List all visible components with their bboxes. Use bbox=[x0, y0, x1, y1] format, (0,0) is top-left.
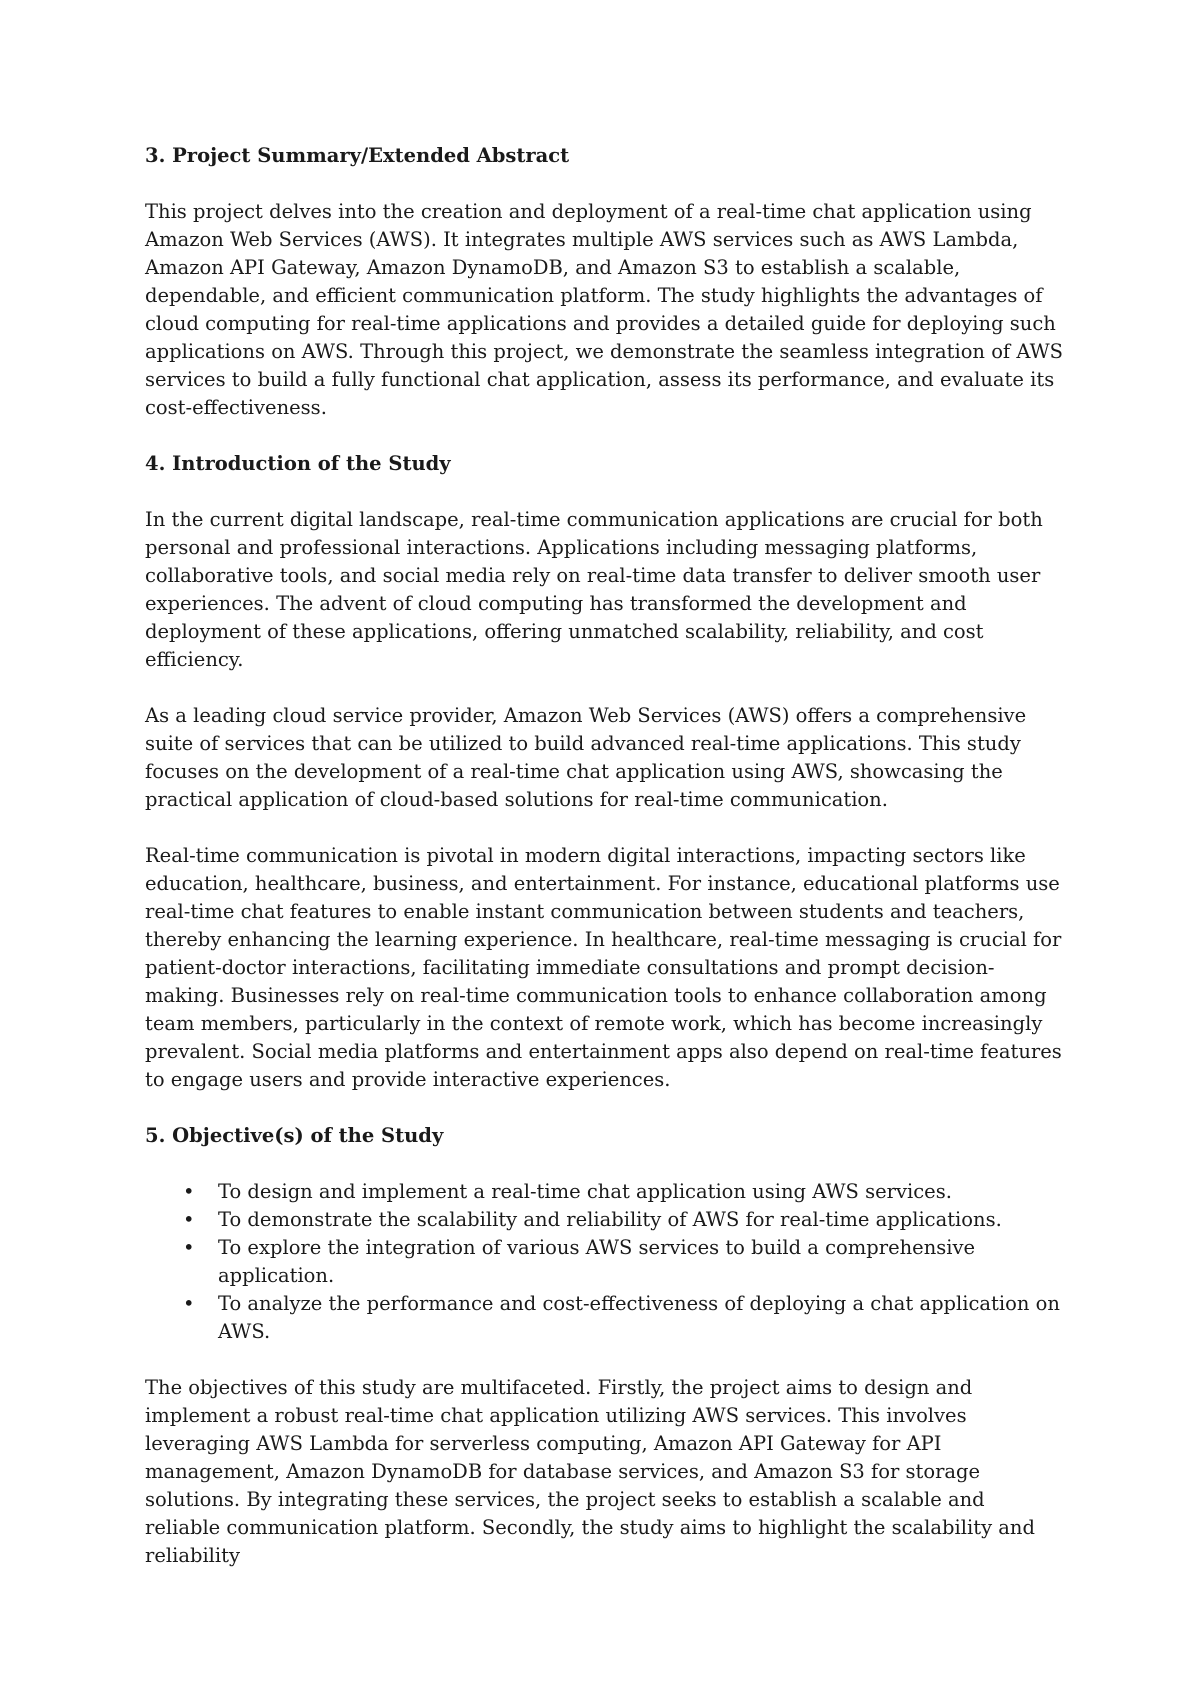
document-page bbox=[145, 142, 1065, 1598]
section-4-paragraph-3: Real-time communication is pivotal in modern digital interactions, impacting sectors like education, healthcare, business, and entertainment. For instance, educational platforms use real-time chat features to enable instant communication between students and teachers, thereby enhancing the learning experience. In healthcare, real-time messaging is crucial for patient-doctor interactions, facilitating immediate consultations and prompt decision-making. Businesses rely on real-time communication tools to enhance collaboration among team members, particularly in the context of remote work, which has become increasingly prevalent. Social media platforms and entertainment apps also depend on real-time features to engage users and provide interactive experiences. bbox=[145, 844, 1062, 1091]
list-item-text: To design and implement a real-time chat application using AWS services. bbox=[218, 1180, 952, 1203]
list-item bbox=[183, 1290, 1065, 1346]
list-item bbox=[183, 1234, 1065, 1290]
section-5-paragraph-1: The objectives of this study are multifaceted. Firstly, the project aims to design and implement a robust real-time chat application utilizing AWS services. This involves leveraging AWS Lambda for serverless computing, Amazon API Gateway for API management, Amazon DynamoDB for database services, and Amazon S3 for storage solutions. By integrating these services, the project seeks to establish a scalable and reliable communication platform. Secondly, the study aims to highlight the scalability and reliability bbox=[145, 1376, 1035, 1567]
section-3-paragraph-1: This project delves into the creation and deployment of a real-time chat application using Amazon Web Services (AWS). It integrates multiple AWS services such as AWS Lambda, Amazon API Gateway, Amazon DynamoDB, and Amazon S3 to establish a scalable, dependable, and efficient communication platform. The study highlights the advantages of cloud computing for real-time applications and provides a detailed guide for deploying such applications on AWS. Through this project, we demonstrate the seamless integration of AWS services to build a fully functional chat application, assess its performance, and evaluate its cost-effectiveness. bbox=[145, 200, 1064, 419]
section-4-paragraph-2: As a leading cloud service provider, Amazon Web Services (AWS) offers a comprehensive suite of services that can be utilized to build advanced real-time applications. This study focuses on the development of a real-time chat application using AWS, showcasing the practical application of cloud-based solutions for real-time communication. bbox=[145, 704, 1027, 811]
bullet-icon: • bbox=[183, 1180, 195, 1203]
bullet-icon: • bbox=[183, 1208, 195, 1231]
section-3-heading: 3. Project Summary/Extended Abstract bbox=[145, 144, 570, 167]
list-item bbox=[183, 1178, 1065, 1206]
objectives-list bbox=[145, 1178, 1065, 1346]
bullet-icon: • bbox=[183, 1236, 195, 1259]
list-item bbox=[183, 1206, 1065, 1234]
section-5-heading: 5. Objective(s) of the Study bbox=[145, 1124, 444, 1147]
list-item-text: To analyze the performance and cost-effectiveness of deploying a chat application on AWS. bbox=[218, 1292, 1060, 1343]
list-item-text: To demonstrate the scalability and reliability of AWS for real-time applications. bbox=[218, 1208, 1002, 1231]
bullet-icon: • bbox=[183, 1292, 195, 1315]
section-4-heading: 4. Introduction of the Study bbox=[145, 452, 451, 475]
section-4-paragraph-1: In the current digital landscape, real-time communication applications are crucial for both personal and professional interactions. Applications including messaging platforms, collaborative tools, and social media rely on real-time data transfer to deliver smooth user experiences. The advent of cloud computing has transformed the development and deployment of these applications, offering unmatched scalability, reliability, and cost efficiency. bbox=[145, 508, 1043, 671]
list-item-text: To explore the integration of various AWS services to build a comprehensive application. bbox=[218, 1236, 976, 1287]
